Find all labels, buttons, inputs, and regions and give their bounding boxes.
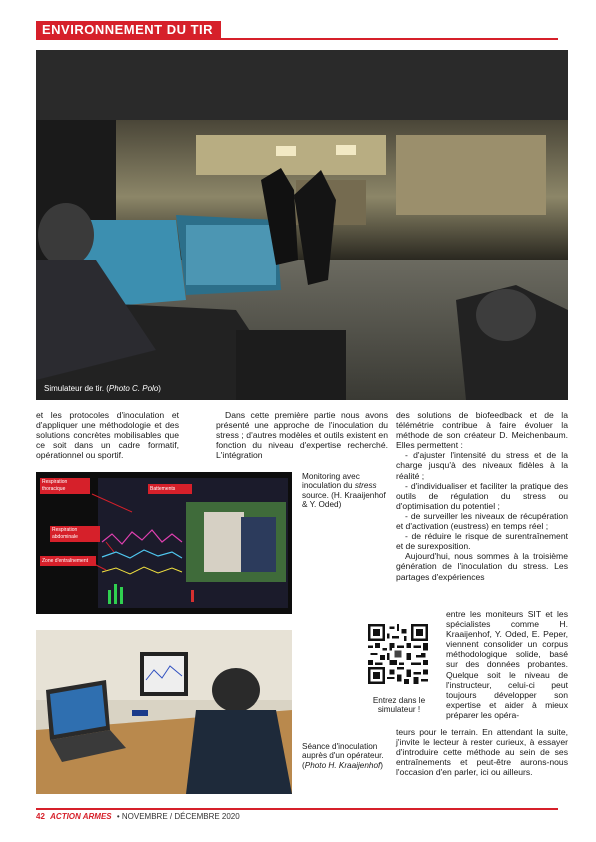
paragraph: entre les moniteurs SIT et les spécialistes comme H. Kraaijenhof, Y. Oded, E. Peper, viennent consolider un corpus méthodologique solide, basé sur des données probantes. Quelque soit le niveau de l'instructeur, celui-ci peut toujours développer son expertise et aider à mieux préparer les opéra- <box>446 609 568 720</box>
figure-seance-photo <box>36 630 292 794</box>
bullet-item: - de surveiller les niveaux de récupération et d'activation (eustress) en temps réel ; <box>396 510 568 532</box>
label-battements: Battements <box>148 484 192 494</box>
text-column-3 <box>396 410 568 582</box>
issue-date: • NOVEMBRE / DÉCEMBRE 2020 <box>116 812 240 821</box>
footer <box>36 812 240 821</box>
main-photo-simulator <box>36 50 568 400</box>
main-photo-caption: Simulateur de tir. (Photo C. Polo) <box>44 384 161 393</box>
paragraph: Aujourd'hui, nous sommes à la troisième génération de l'inoculation du stress. Les partages d'expériences <box>396 551 568 582</box>
qr-code[interactable] <box>368 624 428 684</box>
bullet-item: - d'ajuster l'intensité du stress et de la charge jusqu'à des niveaux fidèles à la réalité ; <box>396 450 568 481</box>
caption-seance: Séance d'inoculation auprès d'un opérateur. (Photo H. Kraaijenhof) <box>302 742 384 770</box>
section-rule <box>36 38 558 40</box>
qr-caption: Entrez dans le simulateur ! <box>372 696 426 715</box>
footer-rule <box>36 808 558 810</box>
page-number: 42 <box>36 812 45 821</box>
label-respiration-thoracique: Respiration thoracique <box>40 478 90 494</box>
text-column-2 <box>216 410 388 460</box>
paragraph: teurs pour le terrain. En attendant la suite, j'invite le lecteur à rester curieux, à essayer d'introduire cette méthode au sein de ses entraînements et peut-être aurons-nous l'occasion d'en parler, ici ou ailleurs. <box>396 727 568 778</box>
text-column-1 <box>36 410 179 460</box>
label-respiration-abdominale: Respiration abdominale <box>50 526 100 542</box>
figure-monitoring-screen <box>36 472 292 614</box>
paragraph: des solutions de biofeedback et de la télémétrie contribue à faire évoluer la méthode de son créateur D. Meichenbaum. Elles permettent : <box>396 410 568 451</box>
paragraph: Dans cette première partie nous avons présenté une approche de l'inoculation du stress ; d'autres modèles et outils existent en fonction du niveau d'expertise recherché. L'intégration <box>216 410 388 461</box>
text-column-3-end <box>396 727 568 777</box>
magazine-name: ACTION ARMES <box>50 812 112 821</box>
bullet-item: - d'individualiser et faciliter la pratique des outils de régulation du stress ou d'optimisation du potentiel ; <box>396 480 568 511</box>
caption-monitoring: Monitoring avec inoculation du stress source. (H. Kraaijenhof & Y. Oded) <box>302 472 386 510</box>
text-column-3-wrap <box>446 609 568 720</box>
paragraph: et les protocoles d'inoculation et d'appliquer une méthodologie et des solutions concrètes mobilisables que ce soit dans un cadre formatif, opérationnel ou sportif. <box>36 410 179 461</box>
bullet-item: - de réduire le risque de surentraînement et de surexposition. <box>396 531 568 552</box>
label-zone-entrainement: Zone d'entraînement <box>40 556 96 566</box>
section-title: ENVIRONNEMENT DU TIR <box>36 21 221 39</box>
